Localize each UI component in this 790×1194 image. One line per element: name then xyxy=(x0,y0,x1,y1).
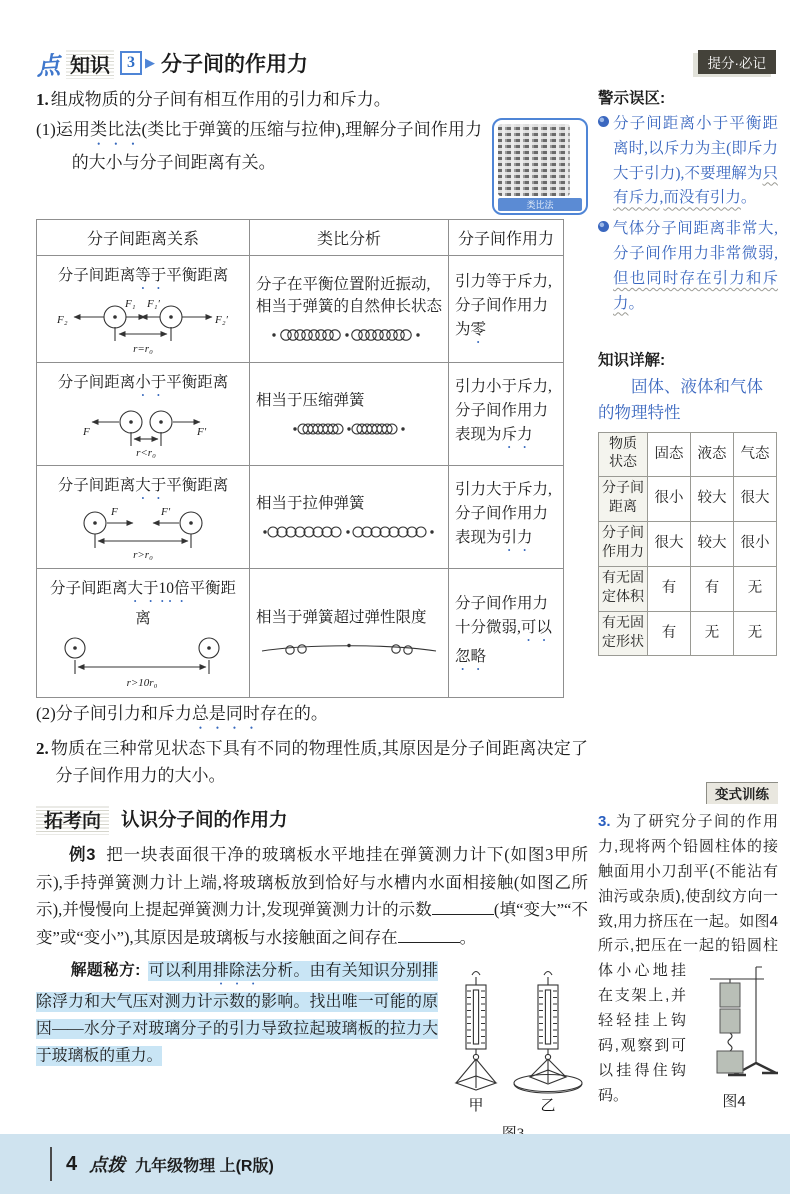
note-bullet-icon xyxy=(598,116,609,127)
fill-blank-2 xyxy=(398,925,460,943)
col-solid: 固态 xyxy=(648,432,691,477)
corner-text: 物质状态 xyxy=(609,436,637,471)
note-wavy: 只有斥力 xyxy=(613,164,778,207)
cell-analogy-stretched xyxy=(250,465,449,568)
cell-force-zero xyxy=(449,255,564,362)
example-label: 例3 xyxy=(69,845,96,864)
expand-section-header xyxy=(36,804,588,835)
col-gas: 气态 xyxy=(734,432,777,477)
sub1-pre: (1)运用 xyxy=(36,119,91,139)
dian-logo: 点 xyxy=(35,52,62,81)
expand-tag: 拓考向 xyxy=(36,804,109,835)
col-header-distance: 分子间距离关系 xyxy=(37,219,250,255)
table-header-row xyxy=(599,432,777,477)
row-label xyxy=(599,522,648,567)
handwritten-note-1 xyxy=(598,112,778,211)
force-text: 引力小于斥力,分子间作用力表现为 xyxy=(455,378,552,444)
detail-subtitle xyxy=(598,374,778,425)
rel-text: 平衡距离 xyxy=(135,579,237,627)
table-row xyxy=(37,255,564,362)
cell-value: 较大 xyxy=(691,477,734,522)
row-label xyxy=(599,566,648,611)
item2-number: 2. xyxy=(36,738,49,758)
cell-distance-equal xyxy=(37,255,250,362)
rel-emph: 大于10倍 xyxy=(127,579,190,597)
warning-title: 警示误区: xyxy=(598,90,666,107)
analogy-text: 相当于压缩弹簧 xyxy=(256,391,365,409)
rel-text: 分子间距离 xyxy=(57,373,136,391)
sub1-post: (类比于弹簧的压缩与拉伸),理解分子间作用力的大小与分子间距离有关。 xyxy=(71,119,483,172)
example-body: 。 xyxy=(459,927,477,947)
rel-emph: 小于 xyxy=(135,373,167,391)
note-wavy: 但也同时存在引力和斥力 xyxy=(613,269,778,312)
cell-force-repulsion xyxy=(449,362,564,465)
variation-problem-text xyxy=(598,810,778,1109)
arrow-icon: ▶ xyxy=(145,55,155,70)
rel-text: 分子间距离 xyxy=(49,579,128,597)
knowledge-point-header xyxy=(36,46,588,80)
sub1-block xyxy=(36,116,588,210)
sidebar-column xyxy=(598,46,778,1126)
cell-value: 无 xyxy=(691,611,734,656)
detail-subtitle-line2: 的物理特性 xyxy=(598,402,681,422)
rel-text: 分子间距离 xyxy=(57,476,136,494)
problem-number: 3. xyxy=(598,813,611,830)
states-of-matter-table xyxy=(598,432,777,657)
rel-text: 分子间距离 xyxy=(57,266,136,284)
distance-label: r=r₀ xyxy=(133,342,153,355)
cell-value: 无 xyxy=(734,566,777,611)
solution-text: 分析。由有关知识分别排除浮力和大气压对测力计示数的影响。找出唯一可能的原因——水分子对玻璃分子的引力导致拉起玻璃板的拉力大于玻璃板的重力。 xyxy=(36,962,438,1065)
item1-number: 1. xyxy=(36,90,49,109)
note-text: , xyxy=(659,189,664,207)
force-label: F₁ xyxy=(125,297,136,310)
cell-value: 无 xyxy=(734,611,777,656)
knowledge-badge: 知识 xyxy=(66,48,114,79)
note-text: 分子间距离小于平衡距离时,以斥力为主(即斥力大于引力),不要理解为 xyxy=(612,115,778,182)
analogy-text: 相当于拉伸弹簧 xyxy=(256,494,365,512)
expand-title: 认识分子间的作用力 xyxy=(121,811,288,832)
brand-logo: 点拨 xyxy=(89,1155,126,1175)
variation-tag: 变式训练 xyxy=(706,782,778,804)
row-label-text: 有无固定体积 xyxy=(602,570,644,605)
force-text: 引力等于斥力,分子间作用力为 xyxy=(455,273,552,339)
example-bottom-row xyxy=(36,957,588,1143)
spring-compressed-icon xyxy=(289,418,409,440)
paragraph-item1 xyxy=(36,86,588,114)
item1-text: 组成物质的分子间有相互作用的引力和斥力。 xyxy=(50,90,391,109)
footer-divider xyxy=(50,1147,52,1181)
row-label xyxy=(599,477,648,522)
problem-text: 铅圆柱体小心地挂在支架上,并轻轻挂上钩码,观察到可以挂得住钩码。 xyxy=(598,937,778,1104)
table-row xyxy=(37,465,564,568)
rel-text: 平衡距离 xyxy=(166,476,229,494)
item2-text: 物质在三种常见状态下具有不同的物理性质,其原因是分子间距离决定了分子间作用力的大小。 xyxy=(50,738,588,786)
cell-value: 有 xyxy=(691,566,734,611)
qr-label: 类比法 xyxy=(498,198,582,211)
rel-emph: 大于 xyxy=(135,476,167,494)
page-title: 分子间的作用力 xyxy=(161,52,308,76)
detail-subtitle-line1: 固体、液体和气体 xyxy=(631,377,763,397)
spring-scale-experiment-figure xyxy=(438,957,588,1115)
cell-value: 很大 xyxy=(648,522,691,567)
distance-label: r>10r₀ xyxy=(126,676,158,689)
force-emph: 可以忽略 xyxy=(455,618,552,665)
fill-blank-1 xyxy=(432,898,494,916)
problem-text: 为了研究分子间的作用力,现将两个铅圆柱体的接触面用小刀刮平(不能沾有油污或杂质),使刮纹方向一致,用力挤压在一起。如图4所示,把压在一起的 xyxy=(598,813,778,955)
table-header-row xyxy=(37,219,564,255)
cell-analogy-natural xyxy=(250,255,449,362)
figure-3 xyxy=(438,957,588,1143)
molecule-diagram-far xyxy=(43,632,243,690)
force-emph: 零 xyxy=(470,321,487,339)
cell-value: 较大 xyxy=(691,522,734,567)
qr-pattern-icon xyxy=(498,124,570,196)
table-row xyxy=(599,522,777,567)
cell-force-negligible xyxy=(449,568,564,697)
rel-emph: 等于 xyxy=(135,266,167,284)
solution-secret-box xyxy=(36,957,438,1143)
fig3-label-yi: 乙 xyxy=(540,1098,556,1115)
solution-emphasis: 排除法 xyxy=(213,962,262,980)
spring-natural-icon xyxy=(269,324,429,346)
molecule-diagram-equal xyxy=(43,297,243,355)
note-text: 。 xyxy=(628,294,645,312)
intermolecular-force-table xyxy=(36,219,564,698)
sidebar-tag: 提分·必记 xyxy=(698,50,777,74)
corner-cell xyxy=(599,432,648,477)
cell-value: 很小 xyxy=(648,477,691,522)
table-row xyxy=(37,568,564,697)
cell-distance-larger xyxy=(37,465,250,568)
analogy-text: 分子在平衡位置附近振动,相当于弹簧的自然伸长状态 xyxy=(256,275,443,315)
force-label: F′ xyxy=(161,506,171,518)
note-bullet-icon xyxy=(598,221,609,232)
cell-distance-far xyxy=(37,568,250,697)
fig3-label-jia: 甲 xyxy=(468,1098,484,1115)
analogy-text: 相当于弹簧超过弹性限度 xyxy=(256,608,427,626)
main-column xyxy=(36,46,588,1143)
note-text: 气体分子间距离非常大,分子间作用力非常微弱, xyxy=(612,220,778,262)
distance-label: r<r₀ xyxy=(136,446,156,458)
fig4-caption: 图4 xyxy=(722,1093,746,1111)
force-text: 引力大于斥力,分子间作用力表现为 xyxy=(455,481,552,547)
rel-text: 平衡距离 xyxy=(166,266,229,284)
paragraph-sub2 xyxy=(36,700,588,733)
figure-4 xyxy=(690,963,778,1115)
sub1-emphasis: 类比法 xyxy=(90,119,142,139)
solution-text: 可以利用 xyxy=(148,962,214,980)
qr-code xyxy=(492,118,588,215)
force-emph: 引力 xyxy=(501,529,533,547)
solution-secret-label: 解题秘方: xyxy=(70,962,141,980)
rel-text: 平衡距离 xyxy=(166,373,229,391)
cell-analogy-compressed xyxy=(250,362,449,465)
table-row xyxy=(599,611,777,656)
force-text: 分子间作用力十分微弱, xyxy=(455,594,549,636)
note-text: 。 xyxy=(740,189,757,207)
row-label xyxy=(599,611,648,656)
paragraph-item2 xyxy=(36,735,588,790)
molecule-diagram-smaller xyxy=(65,404,221,458)
stand-experiment-figure xyxy=(690,963,778,1081)
table-row xyxy=(599,477,777,522)
force-label: F′ xyxy=(197,425,207,438)
cell-value: 有 xyxy=(648,566,691,611)
force-label: F₂′ xyxy=(215,313,228,326)
detail-title: 知识详解: xyxy=(598,352,666,370)
row-label-text: 有无固定形状 xyxy=(602,615,644,650)
row-label-text: 分子间距离 xyxy=(602,481,644,516)
cell-analogy-overlimit xyxy=(250,568,449,697)
example-3-text xyxy=(36,841,588,952)
spring-overlimit-icon xyxy=(256,635,442,661)
sub2-pre: (2)分子间引力和斥力 xyxy=(36,703,192,723)
cell-distance-smaller xyxy=(37,362,250,465)
col-liquid: 液态 xyxy=(691,432,734,477)
force-label: F₁′ xyxy=(147,297,160,310)
note-wavy: 而没有引力 xyxy=(663,189,741,207)
col-header-analogy: 类比分析 xyxy=(250,219,449,255)
footer-text: 九年级物理 上(R版) xyxy=(135,1157,274,1175)
page-number: 4 xyxy=(66,1152,78,1175)
col-header-force: 分子间作用力 xyxy=(449,219,564,255)
handwritten-note-2 xyxy=(598,217,778,316)
cell-value: 很大 xyxy=(734,477,777,522)
variation-training-section xyxy=(598,782,778,1115)
force-label: F xyxy=(111,506,118,518)
knowledge-number: 3 xyxy=(120,51,142,75)
cell-force-attraction xyxy=(449,465,564,568)
cell-value: 有 xyxy=(648,611,691,656)
distance-label: r>r₀ xyxy=(133,548,153,561)
table-row xyxy=(599,566,777,611)
row-label-text: 分子间作用力 xyxy=(602,526,644,560)
sub2-emphasis: 总是同时 xyxy=(191,703,260,723)
table-row xyxy=(37,362,564,465)
example-body: (填“变大”“不变”或“变小”),其原因是玻璃板与水接触面之间存在 xyxy=(36,900,588,947)
force-label: F₂ xyxy=(57,313,68,326)
molecule-diagram-larger xyxy=(53,507,233,561)
spring-stretched-icon xyxy=(261,521,437,543)
force-emph: 斥力 xyxy=(501,426,533,444)
cell-value: 很小 xyxy=(734,522,777,567)
force-label: F xyxy=(83,425,90,438)
page-footer xyxy=(0,1134,790,1194)
sub2-post: 存在的。 xyxy=(259,703,328,723)
example-body: 把一块表面很干净的玻璃板水平地挂在弹簧测力计下(如图3甲所示),手持弹簧测力计上端,将玻璃板放到恰好与水槽内水面相接触(如图乙所示),并慢慢向上提起弹簧测力计,发现弹簧测力计的示数 xyxy=(36,844,588,920)
